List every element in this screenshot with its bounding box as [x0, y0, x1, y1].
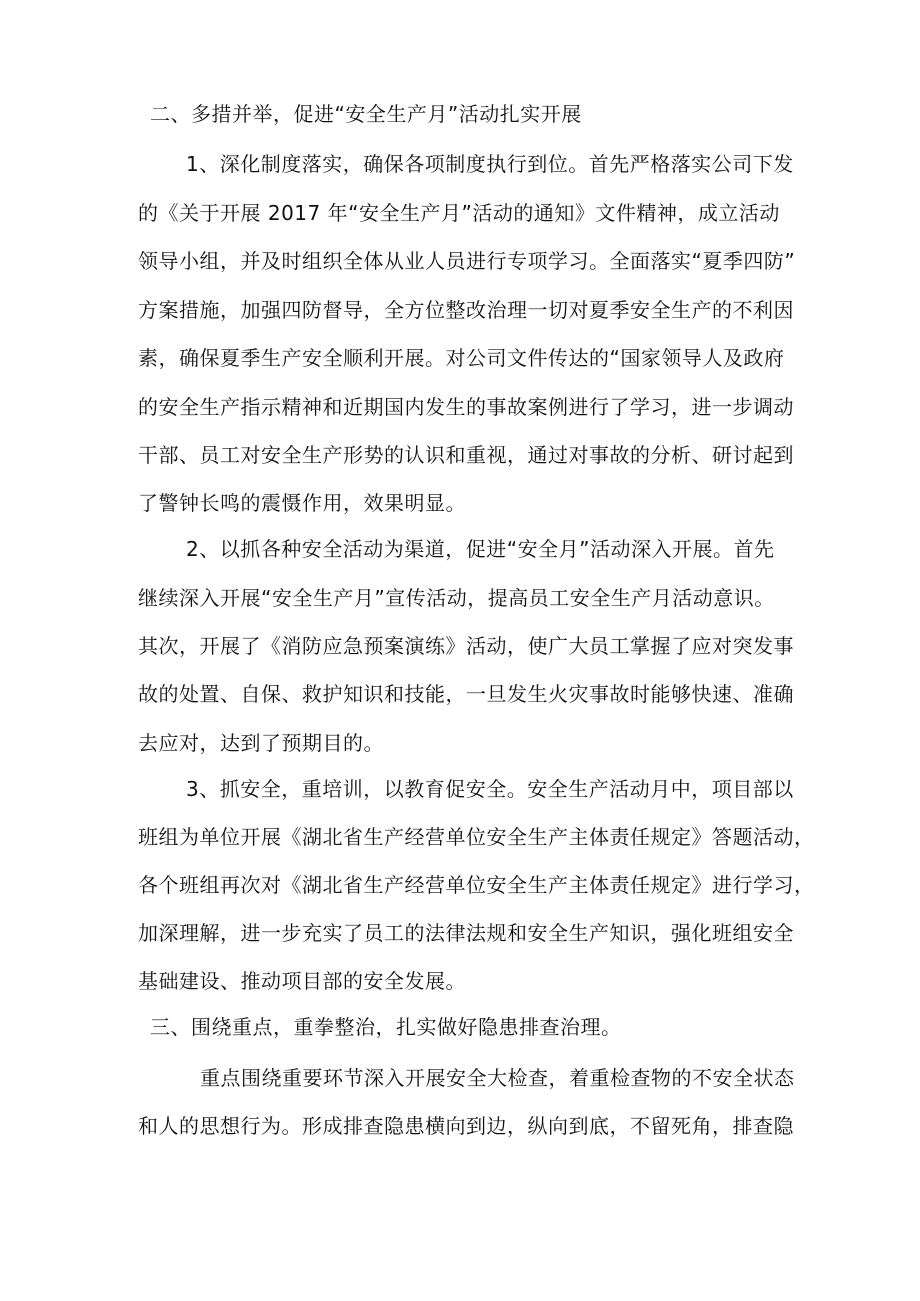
- paragraph-line: 故的处置、自保、救护知识和技能，一旦发生火灾事故时能够快速、准确: [138, 682, 794, 706]
- paragraph-line: 其次，开展了《消防应急预案演练》活动，使广大员工掌握了应对突发事: [138, 634, 794, 658]
- section-3-heading: 三、围绕重点，重拳整治，扎实做好隐患排查治理。: [150, 1015, 622, 1039]
- paragraph-line: 方案措施，加强四防督导，全方位整改治理一切对夏季安全生产的不利因: [138, 298, 794, 322]
- paragraph-line: 去应对，达到了预期目的。: [138, 731, 384, 755]
- paragraph-line: 和人的思想行为。形成排查隐患横向到边，纵向到底，不留死角，排查隐: [138, 1114, 794, 1138]
- paragraph-line: 的安全生产指示精神和近期国内发生的事故案例进行了学习，进一步调动: [138, 395, 794, 419]
- paragraph-line: 3、抓安全，重培训，以教育促安全。安全生产活动月中，项目部以: [186, 777, 794, 801]
- paragraph-line: 了警钟长鸣的震慑作用，效果明显。: [138, 491, 466, 515]
- paragraph-line: 2、以抓各种安全活动为渠道，促进“安全月”活动深入开展。首先: [186, 537, 775, 561]
- paragraph-line: 领导小组，并及时组织全体从业人员进行专项学习。全面落实“夏季四防”: [138, 249, 796, 273]
- paragraph-line: 继续深入开展“安全生产月”宣传活动，提高员工安全生产月活动意识。: [138, 586, 775, 610]
- paragraph-line: 重点围绕重要环节深入开展安全大检查，着重检查物的不安全状态: [200, 1066, 795, 1090]
- paragraph-line: 的《关于开展 2017 年“安全生产月”活动的通知》文件精神，成立活动: [138, 201, 780, 225]
- paragraph-line: 干部、员工对安全生产形势的认识和重视，通过对事故的分析、研讨起到: [138, 443, 794, 467]
- paragraph-line: 1、深化制度落实，确保各项制度执行到位。首先严格落实公司下发: [186, 152, 794, 176]
- paragraph-line: 各个班组再次对《湖北省生产经营单位安全生产主体责任规定》进行学习，: [138, 873, 815, 897]
- paragraph-line: 加深理解，进一步充实了员工的法律法规和安全生产知识，强化班组安全: [138, 921, 794, 945]
- paragraph-line: 素，确保夏季生产安全顺利开展。对公司文件传达的“国家领导人及政府: [138, 346, 785, 370]
- section-2-heading: 二、多措并举，促进“安全生产月”活动扎实开展: [150, 102, 582, 126]
- paragraph-line: 班组为单位开展《湖北省生产经营单位安全生产主体责任规定》答题活动，: [138, 825, 815, 849]
- paragraph-line: 基础建设、推动项目部的安全发展。: [138, 969, 466, 993]
